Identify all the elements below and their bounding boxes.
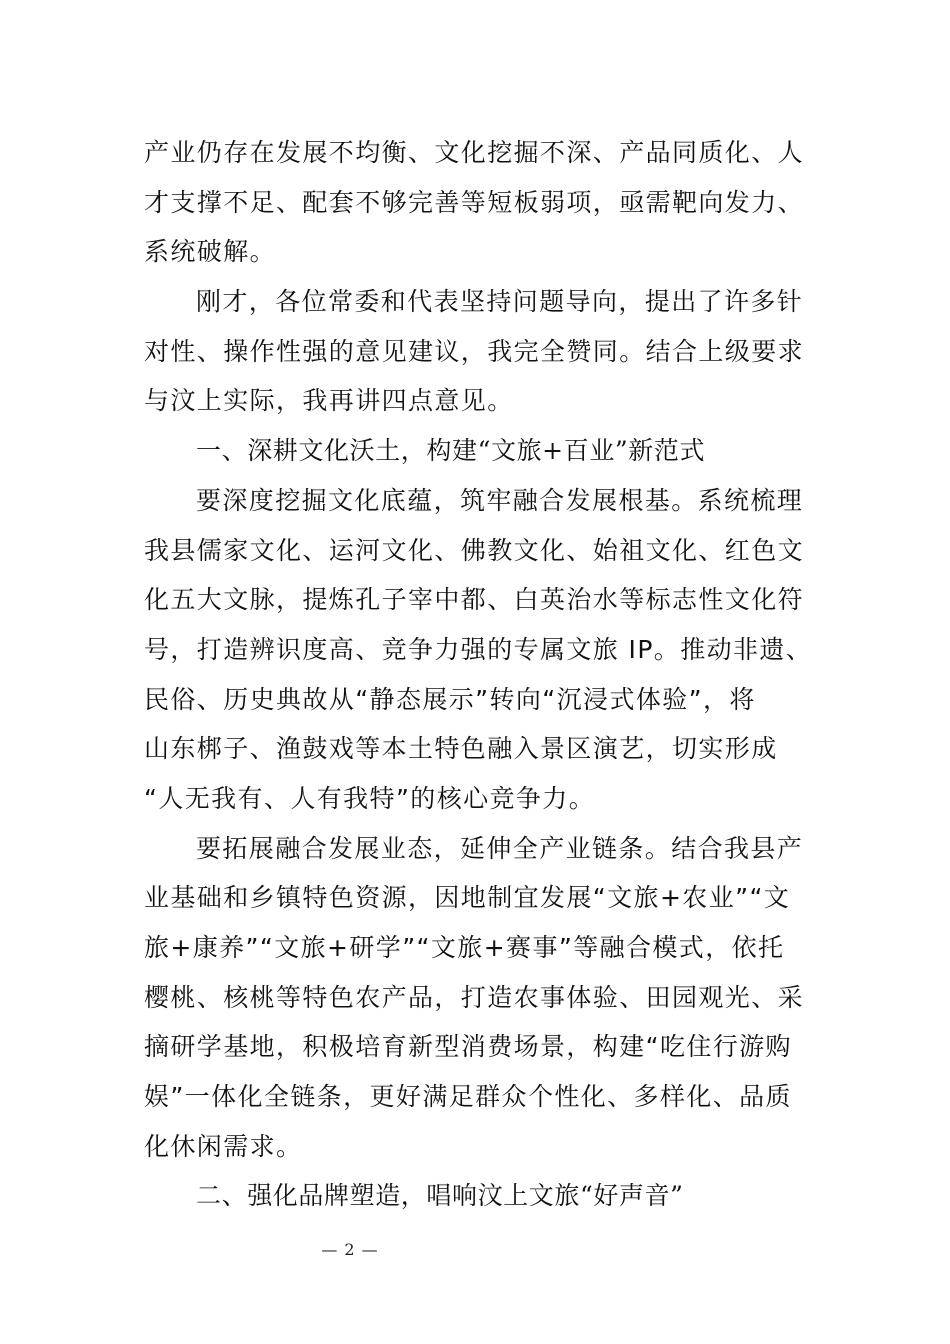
- paragraph-first-line: 要深度挖掘文化底蕴，筑牢融合发展根基。系统梳理: [196, 485, 804, 515]
- section-heading-1: 一、深耕文化沃土，构建“文旅+百业”新范式: [196, 436, 706, 466]
- document-body: [144, 128, 813, 1221]
- text-line: 对性、操作性强的意见建议，我完全赞同。结合上级要求: [144, 336, 805, 366]
- text-line: 化五大文脉，提炼孔子宰中都、白英治水等标志性文化符: [144, 585, 805, 615]
- text-line: 樱桃、核桃等特色农产品，打造农事体验、田园观光、采: [144, 982, 805, 1012]
- text-line: 与汶上实际，我再讲四点意见。: [144, 386, 514, 416]
- text-line: 我县儒家文化、运河文化、佛教文化、始祖文化、红色文: [144, 535, 805, 565]
- paragraph-first-line: 要拓展融合发展业态，延伸全产业链条。结合我县产: [196, 833, 804, 863]
- text-line: 旅+康养”“文旅+研学”“文旅+赛事”等融合模式，依托: [144, 933, 785, 962]
- text-line: “人无我有、人有我特”的核心竞争力。: [144, 783, 596, 813]
- text-line: 业基础和乡镇特色资源，因地制宜发展“文旅+农业”“文: [144, 883, 791, 913]
- paragraph-first-line: 刚才，各位常委和代表坚持问题导向，提出了许多针: [196, 287, 804, 317]
- text-line: 产业仍存在发展不均衡、文化挖掘不深、产品同质化、人: [144, 138, 805, 167]
- text-line: 系统破解。: [144, 237, 277, 267]
- text-line: 摘研学基地，积极培育新型消费场景，构建“吃住行游购: [144, 1032, 792, 1062]
- text-line: 民俗、历史典故从“静态展示”转向“沉浸式体验”，将: [144, 684, 756, 714]
- section-heading-2: 二、强化品牌塑造，唱响汶上文旅“好声音”: [196, 1181, 684, 1211]
- text-line: 化休闲需求。: [144, 1131, 303, 1161]
- text-line: 娱”一体化全链条，更好满足群众个性化、多样化、品质: [144, 1082, 792, 1112]
- page-number: — 2 —: [321, 1240, 379, 1259]
- text-line: 山东梆子、渔鼓戏等本土特色融入景区演艺，切实形成: [144, 734, 778, 764]
- text-line: 号，打造辨识度高、竞争力强的专属文旅 IP。推动非遗、: [144, 634, 813, 664]
- text-line: 才支撑不足、配套不够完善等短板弱项，亟需靶向发力、: [144, 187, 805, 217]
